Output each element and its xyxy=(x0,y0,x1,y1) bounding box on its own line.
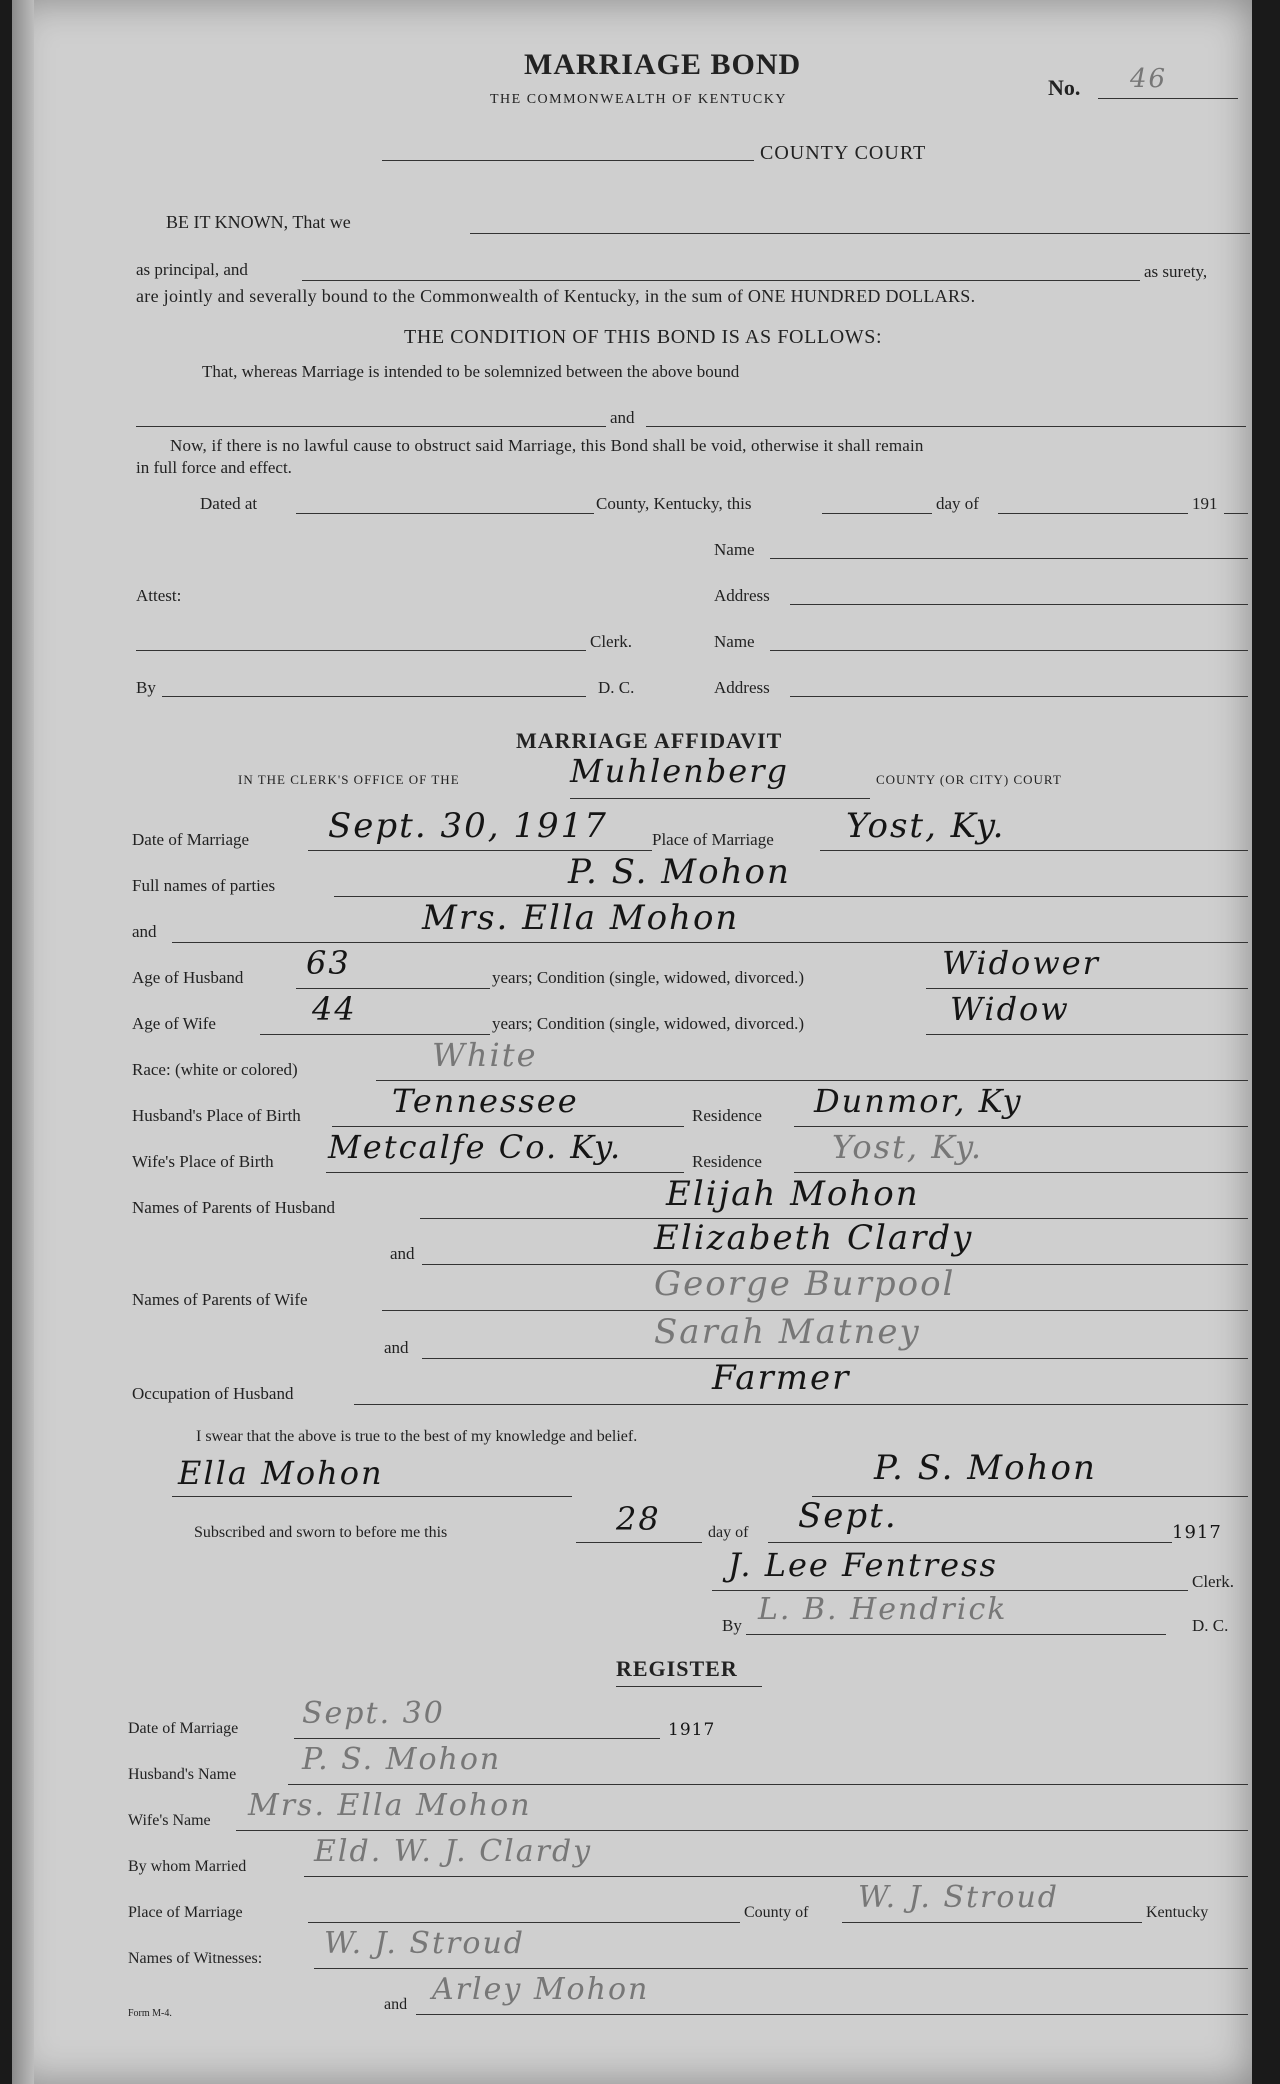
be-it-known-text: BE IT KNOWN, That we xyxy=(166,212,351,232)
county-court-line xyxy=(382,160,754,161)
whereas-text: That, whereas Marriage is intended to be solemnized between the above bound xyxy=(202,362,740,381)
party-one-name-line xyxy=(334,896,1248,897)
name-line-1 xyxy=(770,558,1248,559)
subscribed-text: Subscribed and sworn to before me this xyxy=(194,1524,448,1541)
now-if-text-line2: in full force and effect. xyxy=(136,458,292,477)
age-husband-value: 63 xyxy=(306,944,351,982)
day-line xyxy=(822,513,932,514)
age-wife-label: Age of Wife xyxy=(132,1014,216,1033)
condition-husband-line xyxy=(926,988,1248,989)
husband-birthplace-label: Husband's Place of Birth xyxy=(132,1106,301,1125)
bond-number-value: 46 xyxy=(1130,64,1168,94)
dated-at-line xyxy=(296,513,594,514)
party-two-name-value: Mrs. Ella Mohon xyxy=(422,898,740,938)
condition-heading: THE CONDITION OF THIS BOND IS AS FOLLOWS: xyxy=(404,326,883,348)
register-husband-line xyxy=(288,1784,1248,1785)
register-heading-underline xyxy=(616,1686,762,1687)
clerk-label: Clerk. xyxy=(590,632,633,651)
party-one-name-value: P. S. Mohon xyxy=(568,852,791,892)
register-heading: REGISTER xyxy=(616,1656,738,1681)
register-date-line xyxy=(294,1738,660,1739)
oath-text: I swear that the above is true to the best of my knowledge and belief. xyxy=(196,1428,638,1445)
register-by-whom-label: By whom Married xyxy=(128,1858,247,1875)
party-two-name-line xyxy=(172,942,1248,943)
husband-birthplace-value: Tennessee xyxy=(392,1082,579,1120)
dc-signature-line xyxy=(746,1634,1166,1635)
year-prefix: 191 xyxy=(1192,494,1218,513)
race-label: Race: (white or colored) xyxy=(132,1060,298,1079)
bond-number-line xyxy=(1098,98,1238,99)
register-witnesses-label: Names of Witnesses: xyxy=(128,1950,263,1967)
occupation-label: Occupation of Husband xyxy=(132,1384,294,1403)
register-wife-line xyxy=(236,1830,1248,1831)
register-date-value: Sept. 30 xyxy=(302,1696,445,1731)
clerks-office-county-line xyxy=(570,798,870,799)
wife-parents-label: Names of Parents of Wife xyxy=(132,1290,308,1309)
register-place-label: Place of Marriage xyxy=(128,1904,243,1921)
party-one-line xyxy=(136,426,606,427)
wife-birthplace-line xyxy=(326,1172,684,1173)
sworn-day-value: 28 xyxy=(616,1500,661,1538)
date-of-marriage-label: Date of Marriage xyxy=(132,830,250,849)
name-label-1: Name xyxy=(714,540,755,559)
wife-signature: Ella Mohon xyxy=(178,1454,384,1492)
wife-birthplace-label: Wife's Place of Birth xyxy=(132,1152,274,1171)
name-label-2: Name xyxy=(714,632,755,651)
day-of-label: day of xyxy=(936,494,979,513)
register-witness-two-value: Arley Mohon xyxy=(432,1972,650,2007)
register-wife-label: Wife's Name xyxy=(128,1812,211,1829)
document-title: MARRIAGE BOND xyxy=(524,48,802,81)
form-number: Form M-4. xyxy=(128,2008,172,2019)
register-witness-two-line xyxy=(416,2014,1248,2015)
now-if-text-line1: Now, if there is no lawful cause to obstruct said Marriage, this Bond shall be void, otherwise it shall remain xyxy=(170,436,924,455)
wife-birthplace-value: Metcalfe Co. Ky. xyxy=(328,1128,623,1166)
wife-residence-line xyxy=(794,1172,1248,1173)
condition-wife-line xyxy=(926,1034,1248,1035)
and-parties-label: and xyxy=(132,922,157,941)
wife-signature-line xyxy=(172,1496,572,1497)
clerk-line xyxy=(136,650,586,651)
party-two-line xyxy=(646,426,1246,427)
register-county-value: W. J. Stroud xyxy=(858,1880,1059,1915)
register-year-value: 1917 xyxy=(668,1720,716,1740)
condition-wife-value: Widow xyxy=(950,990,1070,1028)
sworn-month-line xyxy=(768,1542,1172,1543)
age-husband-label: Age of Husband xyxy=(132,968,244,987)
register-county-of-label: County of xyxy=(744,1904,809,1921)
occupation-value: Farmer xyxy=(712,1358,851,1398)
clerks-office-suffix: COUNTY (OR CITY) COURT xyxy=(876,772,1062,787)
register-county-line xyxy=(842,1922,1142,1923)
husband-father-value: Elijah Mohon xyxy=(666,1174,920,1214)
address-line-2 xyxy=(790,696,1248,697)
place-of-marriage-label: Place of Marriage xyxy=(652,830,774,849)
husband-signature: P. S. Mohon xyxy=(874,1448,1097,1488)
husband-residence-label: Residence xyxy=(692,1106,762,1125)
register-witness-one-line xyxy=(314,1968,1248,1969)
condition-wife-label: years; Condition (single, widowed, divorced.) xyxy=(492,1014,805,1033)
register-witness-one-value: W. J. Stroud xyxy=(324,1926,525,1961)
husband-mother-value: Elizabeth Clardy xyxy=(654,1218,974,1258)
document-subtitle: THE COMMONWEALTH OF KENTUCKY xyxy=(490,92,787,107)
register-wife-value: Mrs. Ella Mohon xyxy=(248,1788,532,1823)
surety-names-line xyxy=(302,280,1140,281)
month-line xyxy=(998,513,1188,514)
sworn-year-value: 1917 xyxy=(1172,1522,1222,1543)
clerks-office-county: Muhlenberg xyxy=(570,752,789,790)
affidavit-dc-label: D. C. xyxy=(1192,1616,1229,1635)
husband-residence-value: Dunmor, Ky xyxy=(814,1082,1023,1120)
wife-father-line xyxy=(382,1310,1248,1311)
race-value: White xyxy=(432,1036,538,1074)
affidavit-clerk-label: Clerk. xyxy=(1192,1572,1235,1591)
affidavit-heading: MARRIAGE AFFIDAVIT xyxy=(516,728,783,753)
and-text: and xyxy=(610,408,635,427)
occupation-line xyxy=(354,1404,1248,1405)
clerk-signature-line xyxy=(712,1590,1188,1591)
county-kentucky-this-label: County, Kentucky, this xyxy=(596,494,752,513)
principal-names-line xyxy=(470,233,1250,234)
page-binding-edge xyxy=(12,0,34,2084)
age-wife-line xyxy=(260,1034,490,1035)
clerks-office-prefix: IN THE CLERK'S OFFICE OF THE xyxy=(238,772,460,787)
by-line xyxy=(162,696,586,697)
sworn-day-line xyxy=(576,1542,702,1543)
register-husband-label: Husband's Name xyxy=(128,1766,237,1783)
age-husband-line xyxy=(296,988,490,989)
clerk-signature: J. Lee Fentress xyxy=(728,1546,998,1584)
as-principal-text: as principal, and xyxy=(136,260,248,279)
sworn-day-of-label: day of xyxy=(708,1524,749,1541)
sworn-month-value: Sept. xyxy=(798,1496,898,1536)
race-line xyxy=(376,1080,1248,1081)
dc-signature: L. B. Hendrick xyxy=(758,1592,1008,1627)
attest-label: Attest: xyxy=(136,586,182,605)
year-line xyxy=(1224,513,1248,514)
date-of-marriage-line xyxy=(308,850,652,851)
dated-at-label: Dated at xyxy=(200,494,258,513)
place-of-marriage-line xyxy=(820,850,1248,851)
date-of-marriage-value: Sept. 30, 1917 xyxy=(328,806,608,846)
wife-parents-and-label: and xyxy=(384,1338,409,1357)
husband-parents-and-label: and xyxy=(390,1244,415,1263)
register-by-whom-value: Eld. W. J. Clardy xyxy=(314,1834,593,1869)
dc-label: D. C. xyxy=(598,678,635,697)
husband-birthplace-line xyxy=(332,1126,684,1127)
by-label: By xyxy=(136,678,156,697)
wife-residence-label: Residence xyxy=(692,1152,762,1171)
condition-husband-label: years; Condition (single, widowed, divorced.) xyxy=(492,968,805,987)
bond-number-label: No. xyxy=(1048,75,1081,100)
marriage-bond-document xyxy=(12,0,1252,2084)
place-of-marriage-value: Yost, Ky. xyxy=(846,806,1006,846)
name-line-2 xyxy=(770,650,1248,651)
wife-mother-value: Sarah Matney xyxy=(654,1312,921,1352)
address-line-1 xyxy=(790,604,1248,605)
register-place-line xyxy=(308,1922,740,1923)
jointly-bound-text: are jointly and severally bound to the Commonwealth of Kentucky, in the sum of ONE HUNDRED DOLLARS. xyxy=(136,286,976,306)
register-kentucky-label: Kentucky xyxy=(1146,1904,1209,1921)
husband-residence-line xyxy=(794,1126,1248,1127)
full-names-label: Full names of parties xyxy=(132,876,276,895)
address-label-1: Address xyxy=(714,586,770,605)
wife-residence-value: Yost, Ky. xyxy=(832,1128,984,1166)
condition-husband-value: Widower xyxy=(942,944,1100,982)
register-husband-value: P. S. Mohon xyxy=(302,1742,502,1777)
register-date-label: Date of Marriage xyxy=(128,1720,239,1737)
wife-father-value: George Burpool xyxy=(654,1264,956,1304)
as-surety-text: as surety, xyxy=(1144,262,1208,281)
register-by-whom-line xyxy=(304,1876,1248,1877)
husband-parents-label: Names of Parents of Husband xyxy=(132,1198,336,1217)
age-wife-value: 44 xyxy=(312,990,357,1028)
affidavit-by-label: By xyxy=(722,1616,742,1635)
register-witnesses-and-label: and xyxy=(384,1996,408,2013)
address-label-2: Address xyxy=(714,678,770,697)
county-court-label: COUNTY COURT xyxy=(760,142,927,164)
